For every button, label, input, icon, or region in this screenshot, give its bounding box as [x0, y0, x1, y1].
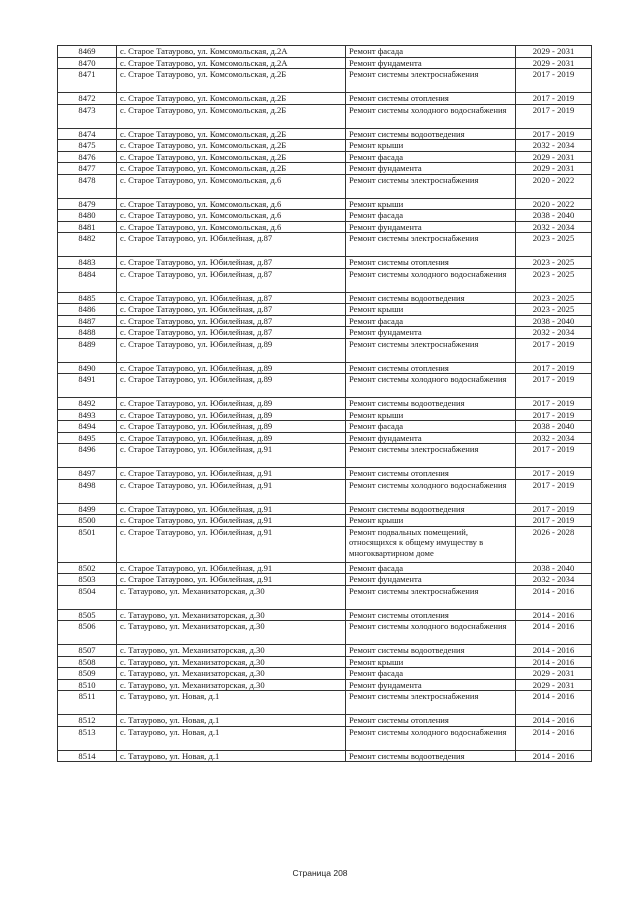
work-type-cell: Ремонт системы электроснабжения [346, 444, 516, 468]
address-cell: с. Старое Татаурово, ул. Юбилейная, д.91 [117, 526, 346, 562]
work-type-cell: Ремонт крыши [346, 656, 516, 668]
work-type-cell: Ремонт фасада [346, 210, 516, 222]
address-cell: с. Старое Татаурово, ул. Комсомольская, д.2Б [117, 104, 346, 128]
address-cell: с. Старое Татаурово, ул. Комсомольская, д.2Б [117, 93, 346, 105]
work-type-cell: Ремонт системы водоотведения [346, 398, 516, 410]
table-row [58, 198, 592, 210]
period-cell: 2014 - 2016 [516, 609, 592, 621]
table-row [58, 585, 592, 609]
repair-schedule-table [57, 45, 592, 762]
row-number: 8511 [58, 691, 117, 715]
table-row [58, 398, 592, 410]
table-row [58, 268, 592, 292]
address-cell: с. Татаурово, ул. Механизаторская, д.30 [117, 609, 346, 621]
table-row [58, 715, 592, 727]
address-cell: с. Старое Татаурово, ул. Комсомольская, д.2Б [117, 140, 346, 152]
table-row [58, 479, 592, 503]
work-type-cell: Ремонт системы электроснабжения [346, 691, 516, 715]
row-number: 8470 [58, 57, 117, 69]
period-cell: 2032 - 2034 [516, 140, 592, 152]
row-number: 8514 [58, 750, 117, 762]
work-type-cell: Ремонт системы электроснабжения [346, 233, 516, 257]
address-cell: с. Старое Татаурово, ул. Юбилейная, д.87 [117, 327, 346, 339]
period-cell: 2017 - 2019 [516, 398, 592, 410]
table-row [58, 421, 592, 433]
table-row [58, 562, 592, 574]
address-cell: с. Старое Татаурово, ул. Юбилейная, д.91 [117, 468, 346, 480]
period-cell: 2026 - 2028 [516, 526, 592, 562]
work-type-cell: Ремонт системы водоотведения [346, 503, 516, 515]
period-cell: 2023 - 2025 [516, 257, 592, 269]
row-number: 8487 [58, 315, 117, 327]
work-type-cell: Ремонт системы отопления [346, 362, 516, 374]
table-row [58, 679, 592, 691]
address-cell: с. Татаурово, ул. Новая, д.1 [117, 726, 346, 750]
row-number: 8485 [58, 292, 117, 304]
work-type-cell: Ремонт системы отопления [346, 609, 516, 621]
period-cell: 2029 - 2031 [516, 46, 592, 58]
work-type-cell: Ремонт системы холодного водоснабжения [346, 374, 516, 398]
period-cell: 2014 - 2016 [516, 691, 592, 715]
period-cell: 2014 - 2016 [516, 656, 592, 668]
table-row [58, 69, 592, 93]
row-number: 8483 [58, 257, 117, 269]
table-row [58, 515, 592, 527]
period-cell: 2014 - 2016 [516, 621, 592, 645]
row-number: 8507 [58, 645, 117, 657]
row-number: 8499 [58, 503, 117, 515]
table-row [58, 432, 592, 444]
period-cell: 2029 - 2031 [516, 151, 592, 163]
table-row [58, 750, 592, 762]
work-type-cell: Ремонт фундамента [346, 574, 516, 586]
table-row [58, 374, 592, 398]
period-cell: 2023 - 2025 [516, 304, 592, 316]
period-cell: 2038 - 2040 [516, 315, 592, 327]
period-cell: 2017 - 2019 [516, 374, 592, 398]
period-cell: 2020 - 2022 [516, 174, 592, 198]
table-row [58, 444, 592, 468]
work-type-cell: Ремонт системы холодного водоснабжения [346, 268, 516, 292]
row-number: 8509 [58, 668, 117, 680]
work-type-cell: Ремонт системы холодного водоснабжения [346, 621, 516, 645]
table-row [58, 609, 592, 621]
work-type-cell: Ремонт фасада [346, 151, 516, 163]
table-row [58, 163, 592, 175]
work-type-cell: Ремонт фасада [346, 668, 516, 680]
row-number: 8478 [58, 174, 117, 198]
address-cell: с. Татаурово, ул. Механизаторская, д.30 [117, 585, 346, 609]
work-type-cell: Ремонт системы электроснабжения [346, 338, 516, 362]
period-cell: 2029 - 2031 [516, 163, 592, 175]
address-cell: с. Старое Татаурово, ул. Комсомольская, д.2Б [117, 163, 346, 175]
period-cell: 2023 - 2025 [516, 268, 592, 292]
table-row [58, 46, 592, 58]
address-cell: с. Старое Татаурово, ул. Юбилейная, д.91 [117, 503, 346, 515]
table-row [58, 621, 592, 645]
address-cell: с. Старое Татаурово, ул. Юбилейная, д.91 [117, 444, 346, 468]
address-cell: с. Татаурово, ул. Механизаторская, д.30 [117, 679, 346, 691]
work-type-cell: Ремонт фундамента [346, 163, 516, 175]
work-type-cell: Ремонт крыши [346, 515, 516, 527]
period-cell: 2029 - 2031 [516, 57, 592, 69]
table-row [58, 304, 592, 316]
address-cell: с. Татаурово, ул. Механизаторская, д.30 [117, 668, 346, 680]
address-cell: с. Старое Татаурово, ул. Юбилейная, д.91 [117, 562, 346, 574]
row-number: 8475 [58, 140, 117, 152]
period-cell: 2017 - 2019 [516, 128, 592, 140]
address-cell: с. Старое Татаурово, ул. Юбилейная, д.87 [117, 257, 346, 269]
period-cell: 2023 - 2025 [516, 292, 592, 304]
work-type-cell: Ремонт системы холодного водоснабжения [346, 104, 516, 128]
work-type-cell: Ремонт крыши [346, 409, 516, 421]
work-type-cell: Ремонт крыши [346, 198, 516, 210]
period-cell: 2032 - 2034 [516, 574, 592, 586]
address-cell: с. Старое Татаурово, ул. Комсомольская, д.6 [117, 198, 346, 210]
table-row [58, 726, 592, 750]
row-number: 8506 [58, 621, 117, 645]
row-number: 8502 [58, 562, 117, 574]
table-row [58, 315, 592, 327]
period-cell: 2038 - 2040 [516, 210, 592, 222]
address-cell: с. Старое Татаурово, ул. Комсомольская, д.2Б [117, 151, 346, 163]
address-cell: с. Татаурово, ул. Механизаторская, д.30 [117, 645, 346, 657]
table-row [58, 104, 592, 128]
row-number: 8510 [58, 679, 117, 691]
period-cell: 2014 - 2016 [516, 585, 592, 609]
table-row [58, 645, 592, 657]
work-type-cell: Ремонт фасада [346, 315, 516, 327]
address-cell: с. Старое Татаурово, ул. Комсомольская, д.2А [117, 46, 346, 58]
row-number: 8473 [58, 104, 117, 128]
address-cell: с. Старое Татаурово, ул. Юбилейная, д.87 [117, 268, 346, 292]
row-number: 8476 [58, 151, 117, 163]
work-type-cell: Ремонт подвальных помещений, относящихся к общему имуществу в многоквартирном доме [346, 526, 516, 562]
work-type-cell: Ремонт фундамента [346, 432, 516, 444]
address-cell: с. Старое Татаурово, ул. Юбилейная, д.91 [117, 515, 346, 527]
row-number: 8505 [58, 609, 117, 621]
row-number: 8486 [58, 304, 117, 316]
row-number: 8492 [58, 398, 117, 410]
address-cell: с. Старое Татаурово, ул. Юбилейная, д.87 [117, 304, 346, 316]
address-cell: с. Старое Татаурово, ул. Юбилейная, д.89 [117, 398, 346, 410]
address-cell: с. Старое Татаурово, ул. Юбилейная, д.89 [117, 338, 346, 362]
table-row [58, 221, 592, 233]
period-cell: 2014 - 2016 [516, 715, 592, 727]
work-type-cell: Ремонт фундамента [346, 57, 516, 69]
table-row [58, 128, 592, 140]
period-cell: 2038 - 2040 [516, 421, 592, 433]
address-cell: с. Старое Татаурово, ул. Юбилейная, д.89 [117, 362, 346, 374]
address-cell: с. Старое Татаурово, ул. Юбилейная, д.87 [117, 315, 346, 327]
table-row [58, 233, 592, 257]
work-type-cell: Ремонт системы водоотведения [346, 750, 516, 762]
table-body [58, 46, 592, 762]
period-cell: 2017 - 2019 [516, 93, 592, 105]
work-type-cell: Ремонт фасада [346, 562, 516, 574]
work-type-cell: Ремонт системы электроснабжения [346, 585, 516, 609]
address-cell: с. Старое Татаурово, ул. Юбилейная, д.89 [117, 374, 346, 398]
work-type-cell: Ремонт фасада [346, 421, 516, 433]
period-cell: 2017 - 2019 [516, 338, 592, 362]
row-number: 8477 [58, 163, 117, 175]
row-number: 8496 [58, 444, 117, 468]
table-row [58, 468, 592, 480]
address-cell: с. Татаурово, ул. Новая, д.1 [117, 715, 346, 727]
row-number: 8498 [58, 479, 117, 503]
period-cell: 2020 - 2022 [516, 198, 592, 210]
row-number: 8500 [58, 515, 117, 527]
row-number: 8469 [58, 46, 117, 58]
row-number: 8491 [58, 374, 117, 398]
work-type-cell: Ремонт фундамента [346, 221, 516, 233]
row-number: 8489 [58, 338, 117, 362]
period-cell: 2017 - 2019 [516, 104, 592, 128]
table-row [58, 174, 592, 198]
row-number: 8479 [58, 198, 117, 210]
address-cell: с. Старое Татаурово, ул. Комсомольская, д.6 [117, 210, 346, 222]
address-cell: с. Старое Татаурово, ул. Юбилейная, д.87 [117, 292, 346, 304]
work-type-cell: Ремонт фасада [346, 46, 516, 58]
table-row [58, 140, 592, 152]
address-cell: с. Старое Татаурово, ул. Юбилейная, д.89 [117, 409, 346, 421]
row-number: 8488 [58, 327, 117, 339]
row-number: 8480 [58, 210, 117, 222]
work-type-cell: Ремонт системы водоотведения [346, 645, 516, 657]
period-cell: 2014 - 2016 [516, 726, 592, 750]
address-cell: с. Старое Татаурово, ул. Комсомольская, д.2Б [117, 69, 346, 93]
address-cell: с. Старое Татаурово, ул. Комсомольская, д.2А [117, 57, 346, 69]
table-row [58, 362, 592, 374]
address-cell: с. Старое Татаурово, ул. Юбилейная, д.87 [117, 233, 346, 257]
period-cell: 2038 - 2040 [516, 562, 592, 574]
work-type-cell: Ремонт системы холодного водоснабжения [346, 726, 516, 750]
period-cell: 2029 - 2031 [516, 679, 592, 691]
period-cell: 2032 - 2034 [516, 221, 592, 233]
row-number: 8474 [58, 128, 117, 140]
row-number: 8497 [58, 468, 117, 480]
row-number: 8471 [58, 69, 117, 93]
work-type-cell: Ремонт системы отопления [346, 257, 516, 269]
row-number: 8482 [58, 233, 117, 257]
period-cell: 2029 - 2031 [516, 668, 592, 680]
row-number: 8495 [58, 432, 117, 444]
table-row [58, 503, 592, 515]
table-row [58, 257, 592, 269]
period-cell: 2032 - 2034 [516, 432, 592, 444]
row-number: 8481 [58, 221, 117, 233]
period-cell: 2017 - 2019 [516, 503, 592, 515]
table-row [58, 292, 592, 304]
work-type-cell: Ремонт системы отопления [346, 93, 516, 105]
period-cell: 2017 - 2019 [516, 69, 592, 93]
address-cell: с. Старое Татаурово, ул. Юбилейная, д.91 [117, 479, 346, 503]
address-cell: с. Старое Татаурово, ул. Юбилейная, д.89 [117, 421, 346, 433]
work-type-cell: Ремонт крыши [346, 304, 516, 316]
address-cell: с. Старое Татаурово, ул. Юбилейная, д.91 [117, 574, 346, 586]
period-cell: 2017 - 2019 [516, 468, 592, 480]
address-cell: с. Татаурово, ул. Новая, д.1 [117, 750, 346, 762]
address-cell: с. Старое Татаурово, ул. Юбилейная, д.89 [117, 432, 346, 444]
row-number: 8512 [58, 715, 117, 727]
period-cell: 2017 - 2019 [516, 479, 592, 503]
row-number: 8503 [58, 574, 117, 586]
address-cell: с. Татаурово, ул. Механизаторская, д.30 [117, 621, 346, 645]
work-type-cell: Ремонт системы отопления [346, 715, 516, 727]
table-row [58, 327, 592, 339]
period-cell: 2017 - 2019 [516, 362, 592, 374]
work-type-cell: Ремонт системы водоотведения [346, 292, 516, 304]
row-number: 8508 [58, 656, 117, 668]
work-type-cell: Ремонт крыши [346, 140, 516, 152]
period-cell: 2023 - 2025 [516, 233, 592, 257]
address-cell: с. Татаурово, ул. Механизаторская, д.30 [117, 656, 346, 668]
table-row [58, 151, 592, 163]
work-type-cell: Ремонт системы холодного водоснабжения [346, 479, 516, 503]
period-cell: 2017 - 2019 [516, 409, 592, 421]
address-cell: с. Старое Татаурово, ул. Комсомольская, д.6 [117, 174, 346, 198]
address-cell: с. Татаурово, ул. Новая, д.1 [117, 691, 346, 715]
table-row [58, 338, 592, 362]
period-cell: 2017 - 2019 [516, 444, 592, 468]
work-type-cell: Ремонт системы электроснабжения [346, 69, 516, 93]
address-cell: с. Старое Татаурово, ул. Комсомольская, д.2Б [117, 128, 346, 140]
table-row [58, 668, 592, 680]
table-row [58, 526, 592, 562]
work-type-cell: Ремонт системы отопления [346, 468, 516, 480]
address-cell: с. Старое Татаурово, ул. Комсомольская, д.6 [117, 221, 346, 233]
work-type-cell: Ремонт системы электроснабжения [346, 174, 516, 198]
row-number: 8484 [58, 268, 117, 292]
period-cell: 2014 - 2016 [516, 645, 592, 657]
row-number: 8501 [58, 526, 117, 562]
row-number: 8490 [58, 362, 117, 374]
page-number: Страница 208 [292, 868, 348, 878]
table-row [58, 656, 592, 668]
period-cell: 2017 - 2019 [516, 515, 592, 527]
row-number: 8493 [58, 409, 117, 421]
row-number: 8513 [58, 726, 117, 750]
table-row [58, 57, 592, 69]
work-type-cell: Ремонт фундамента [346, 679, 516, 691]
table-row [58, 691, 592, 715]
period-cell: 2014 - 2016 [516, 750, 592, 762]
period-cell: 2032 - 2034 [516, 327, 592, 339]
table-row [58, 210, 592, 222]
table-row [58, 409, 592, 421]
work-type-cell: Ремонт системы водоотведения [346, 128, 516, 140]
row-number: 8494 [58, 421, 117, 433]
work-type-cell: Ремонт фундамента [346, 327, 516, 339]
table-row [58, 93, 592, 105]
row-number: 8504 [58, 585, 117, 609]
row-number: 8472 [58, 93, 117, 105]
table-row [58, 574, 592, 586]
